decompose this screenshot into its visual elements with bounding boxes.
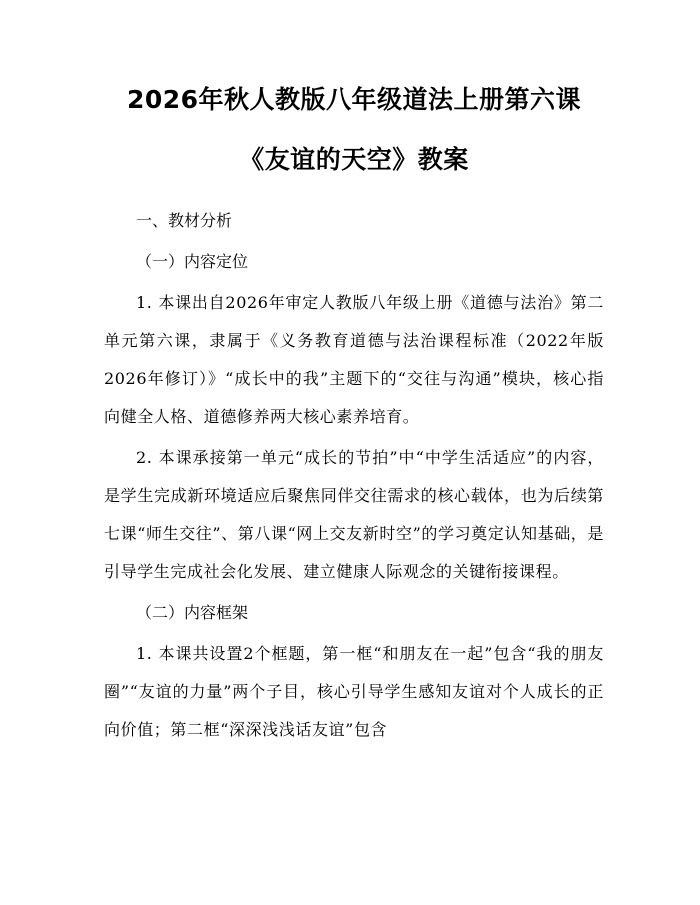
paragraph-2: 2. 本课承接第一单元“成长的节拍”中“中学生活适应”的内容，是学生完成新环境适应后聚焦同伴交往需求的核心载体，也为后续第七课“师生交往”、第八课“网上交友新时空”的学习奠定认知基础，是引导学生完成社会化发展、建立健康人际观念的关键衔接课程。 — [104, 448, 604, 581]
paragraph-1: 1. 本课出自2026年审定人教版八年级上册《道德与法治》第二单元第六课，隶属于《义务教育道德与法治课程标准（2022年版2026年修订）》“成长中的我”主题下的“交往与沟通”模块，核心指向健全人格、道德修养两大核心素养培育。 — [104, 293, 604, 426]
document-title: 2026年秋人教版八年级道法上册第六课《友谊的天空》教案 — [126, 85, 582, 174]
section-heading-teaching-material-analysis: 一、教材分析 — [136, 211, 233, 230]
paragraph-3: 1. 本课共设置2个框题，第一框“和朋友在一起”包含“我的朋友圈”“友谊的力量”两个子目，核心引导学生感知友谊对个人成长的正向价值；第二框“深深浅浅话友谊”包含 — [104, 644, 604, 739]
subsection-heading-content-positioning: （一）内容定位 — [136, 252, 249, 271]
subsection-heading-content-framework: （二）内容框架 — [136, 603, 249, 622]
